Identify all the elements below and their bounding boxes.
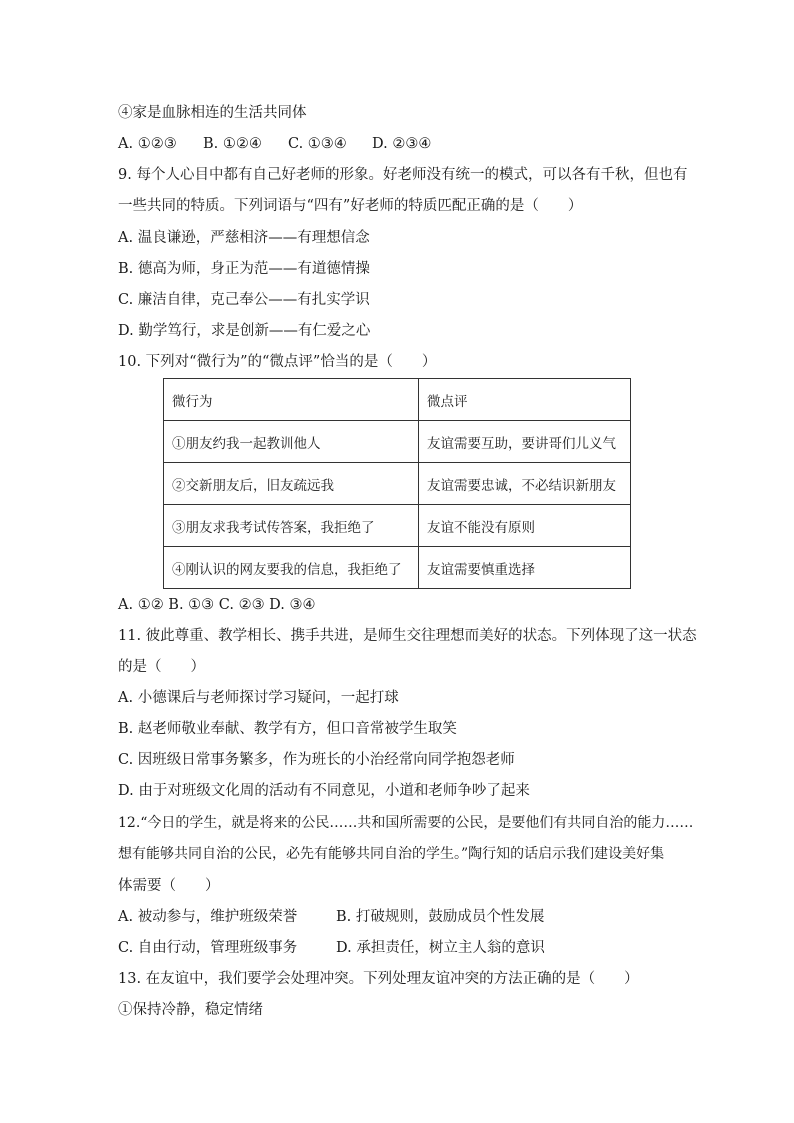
q10-options: A. ①② B. ①③ C. ②③ D. ③④ xyxy=(118,597,316,613)
q12-option-d: D. 承担责任，树立主人翁的意识 xyxy=(336,940,545,956)
table-row xyxy=(164,463,631,505)
q11-stem-line2: 的是（ ） xyxy=(118,659,205,675)
table-cell-comment: 友谊需要忠诚，不必结识新朋友 xyxy=(419,463,631,505)
q9-stem-line2: 一些共同的特质。下列词语与“四有”好老师的特质匹配正确的是（ ） xyxy=(118,198,583,214)
q8-item-4: ④家是血脉相连的生活共同体 xyxy=(118,105,307,121)
table-row xyxy=(164,547,631,589)
q12-stem-line3: 体需要（ ） xyxy=(118,878,220,894)
q12-options-row1 xyxy=(118,907,544,927)
q12-option-b: B. 打破规则，鼓励成员个性发展 xyxy=(336,909,545,925)
table-cell-comment: 友谊不能没有原则 xyxy=(419,505,631,547)
q8-option-b: B. ①②④ xyxy=(203,136,262,152)
q9-option-d: D. 勤学笃行，求是创新——有仁爱之心 xyxy=(118,323,371,339)
table-cell-comment: 友谊需要互助，要讲哥们儿义气 xyxy=(419,421,631,463)
table-header-cell: 微点评 xyxy=(419,379,631,421)
table-header-cell: 微行为 xyxy=(164,379,419,421)
q8-options xyxy=(118,134,431,154)
q9-option-c: C. 廉洁自律，克己奉公——有扎实学识 xyxy=(118,292,370,308)
q10-stem: 10. 下列对“微行为”的“微点评”恰当的是（ ） xyxy=(118,354,437,370)
q9-option-b: B. 德高为师，身正为范——有道德情操 xyxy=(118,261,370,277)
q13-item-1: ①保持冷静，稳定情绪 xyxy=(118,1002,263,1018)
q11-option-d: D. 由于对班级文化周的活动有不同意见，小道和老师争吵了起来 xyxy=(118,783,530,799)
q10-table xyxy=(163,378,631,589)
q11-option-b: B. 赵老师敬业奉献、教学有方，但口音常被学生取笑 xyxy=(118,721,457,737)
q12-options-row2 xyxy=(118,938,545,958)
table-cell-comment: 友谊需要慎重选择 xyxy=(419,547,631,589)
q13-stem: 13. 在友谊中，我们要学会处理冲突。下列处理友谊冲突的方法正确的是（ ） xyxy=(118,971,639,987)
table-cell-behavior: ③朋友求我考试传答案，我拒绝了 xyxy=(164,505,419,547)
q8-option-d: D. ②③④ xyxy=(372,136,432,152)
q11-option-a: A. 小德课后与老师探讨学习疑问，一起打球 xyxy=(118,690,399,706)
q12-option-c: C. 自由行动，管理班级事务 xyxy=(118,940,298,956)
q11-option-c: C. 因班级日常事务繁多，作为班长的小治经常向同学抱怨老师 xyxy=(118,752,515,768)
q12-option-a: A. 被动参与，维护班级荣誉 xyxy=(118,909,298,925)
q8-option-c: C. ①③④ xyxy=(288,136,347,152)
table-cell-behavior: ②交新朋友后，旧友疏远我 xyxy=(164,463,419,505)
q8-option-a: A. ①②③ xyxy=(118,136,177,152)
table-cell-behavior: ④刚认识的网友要我的信息，我拒绝了 xyxy=(164,547,419,589)
q12-stem-line2: 想有能够共同自治的公民，必先有能够共同自治的学生。”陶行知的话启示我们建设美好集 xyxy=(118,846,665,862)
q9-option-a: A. 温良谦逊，严慈相济——有理想信念 xyxy=(118,230,370,246)
q9-stem-line1: 9. 每个人心目中都有自己好老师的形象。好老师没有统一的模式，可以各有千秋，但也有 xyxy=(118,167,688,183)
q12-stem-line1: 12.“今日的学生，就是将来的公民……共和国所需要的公民，是要他们有共同自治的能力…… xyxy=(118,815,694,831)
q11-stem-line1: 11. 彼此尊重、教学相长、携手共进，是师生交往理想而美好的状态。下列体现了这一状态 xyxy=(118,628,697,644)
table-header-row xyxy=(164,379,631,421)
table-row xyxy=(164,505,631,547)
table-cell-behavior: ①朋友约我一起教训他人 xyxy=(164,421,419,463)
table-row xyxy=(164,421,631,463)
